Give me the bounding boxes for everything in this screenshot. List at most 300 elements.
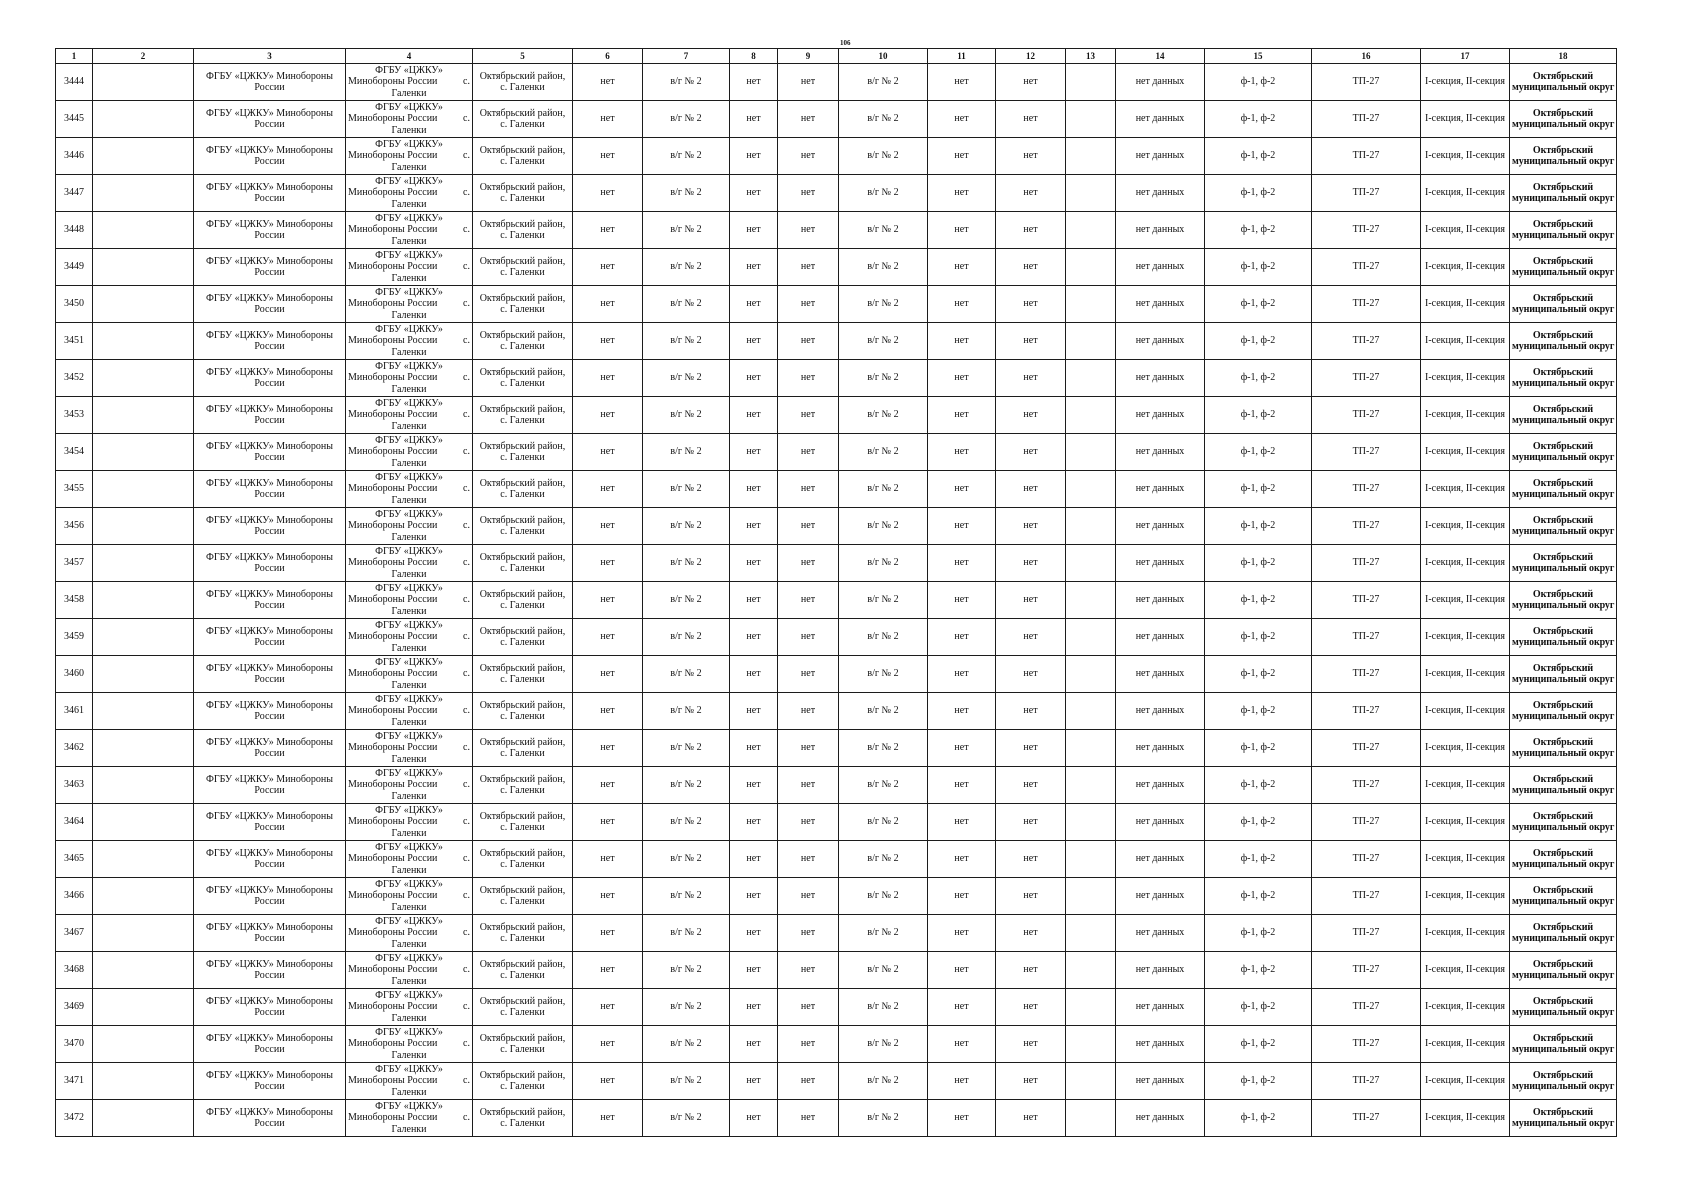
substation-value: ТП-27 [1352, 298, 1380, 310]
municipal-district-line: Октябрьский [1532, 588, 1594, 600]
military-town-2-value: в/г № 2 [867, 890, 899, 902]
municipal-district-cell [1510, 989, 1617, 1026]
address-line: Октябрьский район, [479, 440, 566, 452]
organization-line: ФГБУ «ЦЖКУ» Минобороны [205, 292, 333, 304]
col8-cell [730, 804, 778, 841]
col9-cell [778, 212, 839, 249]
col12-value: нет [1023, 853, 1038, 865]
col12-value: нет [1023, 742, 1038, 754]
col11-value: нет [954, 557, 969, 569]
col11-value: нет [954, 261, 969, 273]
organization-line: России [254, 193, 285, 204]
substation-value: ТП-27 [1352, 1001, 1380, 1013]
municipal-district-cell [1510, 64, 1617, 101]
organization-location-cell [346, 249, 473, 286]
substation-cell [1312, 286, 1421, 323]
organization-location-part: с. [463, 298, 470, 310]
col6-cell [573, 323, 643, 360]
record-number: 3451 [64, 335, 84, 347]
bus-sections-value: I-секция, II-секция [1425, 890, 1505, 902]
col8-cell [730, 878, 778, 915]
organization-location-line: ФГБУ «ЦЖКУ» [375, 619, 443, 631]
col11-cell [928, 841, 996, 878]
military-town-value: в/г № 2 [670, 335, 702, 347]
feeders-value: ф-1, ф-2 [1240, 113, 1276, 125]
organization-location-line [348, 372, 470, 384]
empty-cell-col13 [1066, 138, 1116, 175]
organization-location-cell [346, 619, 473, 656]
organization-line: России [254, 1118, 285, 1129]
col8-cell [730, 1100, 778, 1137]
organization-location-part: Минобороны России [348, 890, 438, 902]
empty-cell-col2 [93, 101, 194, 138]
col8-cell [730, 915, 778, 952]
feeders-cell [1205, 212, 1312, 249]
col12-cell [996, 545, 1066, 582]
table-body [56, 64, 1617, 1137]
organization-location-line: ФГБУ «ЦЖКУ» [375, 101, 443, 113]
substation-cell [1312, 545, 1421, 582]
bus-sections-value: I-секция, II-секция [1425, 594, 1505, 606]
organization-cell [194, 138, 346, 175]
military-town-cell [643, 952, 730, 989]
col9-cell [778, 434, 839, 471]
organization-line: России [254, 822, 285, 833]
municipal-district-line: муниципальный округ [1512, 711, 1615, 722]
feeders-value: ф-1, ф-2 [1240, 1112, 1276, 1124]
organization-location-part: Минобороны России [348, 372, 438, 384]
organization-location-cell [346, 841, 473, 878]
record-number-cell [56, 397, 93, 434]
substation-value: ТП-27 [1352, 890, 1380, 902]
municipal-district-line: муниципальный округ [1512, 230, 1615, 241]
record-number-cell [56, 545, 93, 582]
record-number: 3467 [64, 927, 84, 939]
col12-cell [996, 471, 1066, 508]
military-town-value: в/г № 2 [670, 1075, 702, 1087]
substation-value: ТП-27 [1352, 668, 1380, 680]
organization-line: России [254, 489, 285, 500]
col12-cell [996, 64, 1066, 101]
col8-value: нет [746, 261, 761, 273]
address-line: с. Галенки [500, 637, 545, 648]
feeders-value: ф-1, ф-2 [1240, 557, 1276, 569]
bus-sections-cell [1421, 471, 1510, 508]
municipal-district-cell [1510, 545, 1617, 582]
col8-value: нет [746, 187, 761, 199]
col12-value: нет [1023, 594, 1038, 606]
organization-line: России [254, 674, 285, 685]
table-row [56, 212, 1617, 249]
feeders-value: ф-1, ф-2 [1240, 927, 1276, 939]
military-town-value: в/г № 2 [670, 187, 702, 199]
bus-sections-cell [1421, 804, 1510, 841]
col11-cell [928, 175, 996, 212]
organization-cell [194, 804, 346, 841]
feeders-cell [1205, 989, 1312, 1026]
organization-location-line: ФГБУ «ЦЖКУ» [375, 249, 443, 261]
col9-value: нет [800, 261, 816, 273]
military-town-value: в/г № 2 [670, 76, 702, 88]
address-cell [473, 175, 573, 212]
organization-location-line [348, 705, 470, 717]
data-status-cell [1116, 471, 1205, 508]
col9-value: нет [800, 520, 816, 532]
data-status-cell [1116, 360, 1205, 397]
military-town-value: в/г № 2 [670, 853, 702, 865]
municipal-district-line: муниципальный округ [1512, 637, 1615, 648]
table-row [56, 397, 1617, 434]
military-town-cell [643, 915, 730, 952]
bus-sections-cell [1421, 434, 1510, 471]
col11-cell [928, 323, 996, 360]
substation-cell [1312, 101, 1421, 138]
data-status-cell [1116, 545, 1205, 582]
address-line: с. Галенки [500, 156, 545, 167]
military-town-value: в/г № 2 [670, 668, 702, 680]
empty-cell-col13 [1066, 730, 1116, 767]
address-line: Октябрьский район, [479, 1069, 566, 1081]
feeders-value: ф-1, ф-2 [1240, 890, 1276, 902]
col9-value: нет [800, 150, 816, 162]
organization-location-cell [346, 471, 473, 508]
data-status-value: нет данных [1135, 1001, 1185, 1013]
municipal-district-cell [1510, 138, 1617, 175]
military-town-value: в/г № 2 [670, 113, 702, 125]
col11-value: нет [954, 779, 969, 791]
address-line: с. Галенки [500, 859, 545, 870]
military-town-2-value: в/г № 2 [867, 1075, 899, 1087]
address-line: Октябрьский район, [479, 329, 566, 341]
col11-cell [928, 249, 996, 286]
address-line: с. Галенки [500, 1007, 545, 1018]
bus-sections-cell [1421, 693, 1510, 730]
organization-line: России [254, 748, 285, 759]
col12-cell [996, 1063, 1066, 1100]
organization-line: России [254, 341, 285, 352]
municipal-district-line: муниципальный округ [1512, 156, 1615, 167]
organization-location-part: с. [463, 372, 470, 384]
data-status-cell [1116, 989, 1205, 1026]
military-town-2-cell [839, 64, 928, 101]
col9-value: нет [800, 1075, 816, 1087]
col12-value: нет [1023, 261, 1038, 273]
military-town-2-value: в/г № 2 [867, 261, 899, 273]
military-town-2-cell [839, 471, 928, 508]
military-town-cell [643, 138, 730, 175]
empty-cell-col2 [93, 1063, 194, 1100]
bus-sections-value: I-секция, II-секция [1425, 76, 1505, 88]
col6-value: нет [600, 335, 615, 347]
col8-value: нет [746, 409, 761, 421]
feeders-value: ф-1, ф-2 [1240, 594, 1276, 606]
col8-value: нет [746, 76, 761, 88]
organization-line: России [254, 785, 285, 796]
military-town-2-value: в/г № 2 [867, 113, 899, 125]
organization-line: России [254, 1044, 285, 1055]
substation-value: ТП-27 [1352, 261, 1380, 273]
col12-value: нет [1023, 187, 1038, 199]
organization-location-cell [346, 804, 473, 841]
col11-value: нет [954, 1038, 969, 1050]
municipal-district-line: муниципальный округ [1512, 748, 1615, 759]
col6-value: нет [600, 520, 615, 532]
col6-value: нет [600, 187, 615, 199]
organization-location-line: ФГБУ «ЦЖКУ» [375, 360, 443, 372]
organization-location-cell [346, 508, 473, 545]
organization-location-cell [346, 915, 473, 952]
organization-location-line [348, 520, 470, 532]
municipal-district-cell [1510, 286, 1617, 323]
record-number-cell [56, 286, 93, 323]
organization-line: России [254, 230, 285, 241]
municipal-district-cell [1510, 249, 1617, 286]
address-cell [473, 212, 573, 249]
substation-cell [1312, 508, 1421, 545]
address-line: с. Галенки [500, 267, 545, 278]
military-town-value: в/г № 2 [670, 261, 702, 273]
empty-cell-col13 [1066, 656, 1116, 693]
municipal-district-line: муниципальный округ [1512, 674, 1615, 685]
military-town-2-value: в/г № 2 [867, 705, 899, 717]
col12-cell [996, 323, 1066, 360]
record-number-cell [56, 730, 93, 767]
organization-line: ФГБУ «ЦЖКУ» Минобороны [205, 736, 333, 748]
organization-location-cell [346, 693, 473, 730]
address-line: с. Галенки [500, 193, 545, 204]
organization-location-part: Минобороны России [348, 335, 438, 347]
municipal-district-cell [1510, 471, 1617, 508]
military-town-value: в/г № 2 [670, 557, 702, 569]
data-status-cell [1116, 101, 1205, 138]
address-cell [473, 1063, 573, 1100]
substation-cell [1312, 434, 1421, 471]
data-status-value: нет данных [1135, 853, 1185, 865]
address-cell [473, 434, 573, 471]
organization-location-line [348, 483, 470, 495]
table-row [56, 64, 1617, 101]
address-line: с. Галенки [500, 785, 545, 796]
municipal-district-line: муниципальный округ [1512, 785, 1615, 796]
municipal-district-cell [1510, 693, 1617, 730]
organization-line: России [254, 304, 285, 315]
organization-location-line: Галенки [391, 420, 427, 432]
organization-location-part: Минобороны России [348, 964, 438, 976]
col6-cell [573, 471, 643, 508]
col11-cell [928, 212, 996, 249]
municipal-district-cell [1510, 767, 1617, 804]
address-cell [473, 767, 573, 804]
empty-cell-col2 [93, 249, 194, 286]
record-number-cell [56, 249, 93, 286]
col12-cell [996, 175, 1066, 212]
organization-location-part: Минобороны России [348, 1075, 438, 1087]
col11-value: нет [954, 1001, 969, 1013]
bus-sections-cell [1421, 64, 1510, 101]
column-number-9: 9 [778, 49, 839, 64]
record-number-cell [56, 693, 93, 730]
address-line: Октябрьский район, [479, 884, 566, 896]
address-line: Октябрьский район, [479, 662, 566, 674]
col8-cell [730, 841, 778, 878]
col11-cell [928, 656, 996, 693]
bus-sections-value: I-секция, II-секция [1425, 298, 1505, 310]
organization-line: ФГБУ «ЦЖКУ» Минобороны [205, 440, 333, 452]
organization-line: ФГБУ «ЦЖКУ» Минобороны [205, 588, 333, 600]
col8-cell [730, 138, 778, 175]
military-town-value: в/г № 2 [670, 594, 702, 606]
military-town-value: в/г № 2 [670, 1038, 702, 1050]
col12-cell [996, 1026, 1066, 1063]
organization-location-line: ФГБУ «ЦЖКУ» [375, 286, 443, 298]
military-town-2-value: в/г № 2 [867, 1038, 899, 1050]
military-town-cell [643, 619, 730, 656]
table-row [56, 175, 1617, 212]
col8-cell [730, 360, 778, 397]
empty-cell-col13 [1066, 323, 1116, 360]
col8-value: нет [746, 335, 761, 347]
column-number-1: 1 [56, 49, 93, 64]
col11-value: нет [954, 1112, 969, 1124]
col12-cell [996, 989, 1066, 1026]
organization-location-line: Галенки [391, 457, 427, 469]
col12-cell [996, 915, 1066, 952]
organization-line: ФГБУ «ЦЖКУ» Минобороны [205, 995, 333, 1007]
organization-location-part: Минобороны России [348, 705, 438, 717]
col9-cell [778, 619, 839, 656]
organization-location-cell [346, 878, 473, 915]
military-town-2-value: в/г № 2 [867, 631, 899, 643]
address-cell [473, 730, 573, 767]
col8-value: нет [746, 742, 761, 754]
military-town-2-cell [839, 101, 928, 138]
military-town-2-value: в/г № 2 [867, 150, 899, 162]
organization-location-cell [346, 434, 473, 471]
municipal-district-line: Октябрьский [1532, 736, 1594, 748]
organization-cell [194, 101, 346, 138]
organization-location-line: ФГБУ «ЦЖКУ» [375, 138, 443, 150]
col9-cell [778, 175, 839, 212]
feeders-cell [1205, 952, 1312, 989]
organization-line: ФГБУ «ЦЖКУ» Минобороны [205, 1106, 333, 1118]
record-number-cell [56, 989, 93, 1026]
col11-cell [928, 1100, 996, 1137]
organization-location-line: ФГБУ «ЦЖКУ» [375, 212, 443, 224]
organization-cell [194, 286, 346, 323]
empty-cell-col13 [1066, 804, 1116, 841]
col12-value: нет [1023, 1075, 1038, 1087]
organization-location-part: Минобороны России [348, 742, 438, 754]
col12-value: нет [1023, 483, 1038, 495]
municipal-district-line: муниципальный округ [1512, 415, 1615, 426]
col6-value: нет [600, 298, 615, 310]
substation-cell [1312, 730, 1421, 767]
col12-value: нет [1023, 372, 1038, 384]
col9-value: нет [800, 409, 816, 421]
military-town-2-value: в/г № 2 [867, 446, 899, 458]
col9-value: нет [800, 483, 816, 495]
organization-location-line: ФГБУ «ЦЖКУ» [375, 841, 443, 853]
organization-location-line: ФГБУ «ЦЖКУ» [375, 952, 443, 964]
bus-sections-cell [1421, 545, 1510, 582]
empty-cell-col2 [93, 508, 194, 545]
feeders-value: ф-1, ф-2 [1240, 187, 1276, 199]
substation-value: ТП-27 [1352, 150, 1380, 162]
column-number-15: 15 [1205, 49, 1312, 64]
table-row [56, 434, 1617, 471]
organization-location-part: Минобороны России [348, 187, 438, 199]
col6-cell [573, 138, 643, 175]
table-row [56, 952, 1617, 989]
col11-cell [928, 138, 996, 175]
military-town-value: в/г № 2 [670, 409, 702, 421]
military-town-2-value: в/г № 2 [867, 76, 899, 88]
organization-line: ФГБУ «ЦЖКУ» Минобороны [205, 773, 333, 785]
feeders-value: ф-1, ф-2 [1240, 446, 1276, 458]
col12-cell [996, 212, 1066, 249]
organization-location-line: ФГБУ «ЦЖКУ» [375, 915, 443, 927]
feeders-cell [1205, 397, 1312, 434]
military-town-2-cell [839, 1063, 928, 1100]
col9-value: нет [800, 557, 816, 569]
feeders-cell [1205, 508, 1312, 545]
organization-line: ФГБУ «ЦЖКУ» Минобороны [205, 70, 333, 82]
col12-cell [996, 434, 1066, 471]
col9-cell [778, 286, 839, 323]
organization-line: России [254, 600, 285, 611]
col11-value: нет [954, 742, 969, 754]
feeders-cell [1205, 656, 1312, 693]
organization-location-part: с. [463, 816, 470, 828]
substation-cell [1312, 1026, 1421, 1063]
substation-value: ТП-27 [1352, 779, 1380, 791]
col12-value: нет [1023, 816, 1038, 828]
organization-location-line: Галенки [391, 1012, 427, 1024]
data-status-value: нет данных [1135, 298, 1185, 310]
col12-value: нет [1023, 557, 1038, 569]
military-town-2-cell [839, 360, 928, 397]
feeders-value: ф-1, ф-2 [1240, 964, 1276, 976]
substation-cell [1312, 175, 1421, 212]
record-number: 3456 [64, 520, 84, 532]
col11-value: нет [954, 372, 969, 384]
substation-cell [1312, 1063, 1421, 1100]
col6-value: нет [600, 557, 615, 569]
record-number-cell [56, 323, 93, 360]
organization-location-line: Галенки [391, 494, 427, 506]
record-number: 3445 [64, 113, 84, 125]
military-town-2-value: в/г № 2 [867, 483, 899, 495]
data-status-cell [1116, 64, 1205, 101]
organization-location-part: Минобороны России [348, 76, 438, 88]
col12-cell [996, 767, 1066, 804]
record-number-cell [56, 1100, 93, 1137]
bus-sections-cell [1421, 841, 1510, 878]
col6-cell [573, 360, 643, 397]
municipal-district-line: муниципальный округ [1512, 859, 1615, 870]
col6-cell [573, 397, 643, 434]
municipal-district-line: Октябрьский [1532, 218, 1594, 230]
col8-value: нет [746, 520, 761, 532]
col6-cell [573, 1063, 643, 1100]
organization-location-line: ФГБУ «ЦЖКУ» [375, 656, 443, 668]
data-status-value: нет данных [1135, 187, 1185, 199]
empty-cell-col2 [93, 915, 194, 952]
record-number: 3469 [64, 1001, 84, 1013]
bus-sections-value: I-секция, II-секция [1425, 705, 1505, 717]
substation-cell [1312, 952, 1421, 989]
municipal-district-line: Октябрьский [1532, 181, 1594, 193]
